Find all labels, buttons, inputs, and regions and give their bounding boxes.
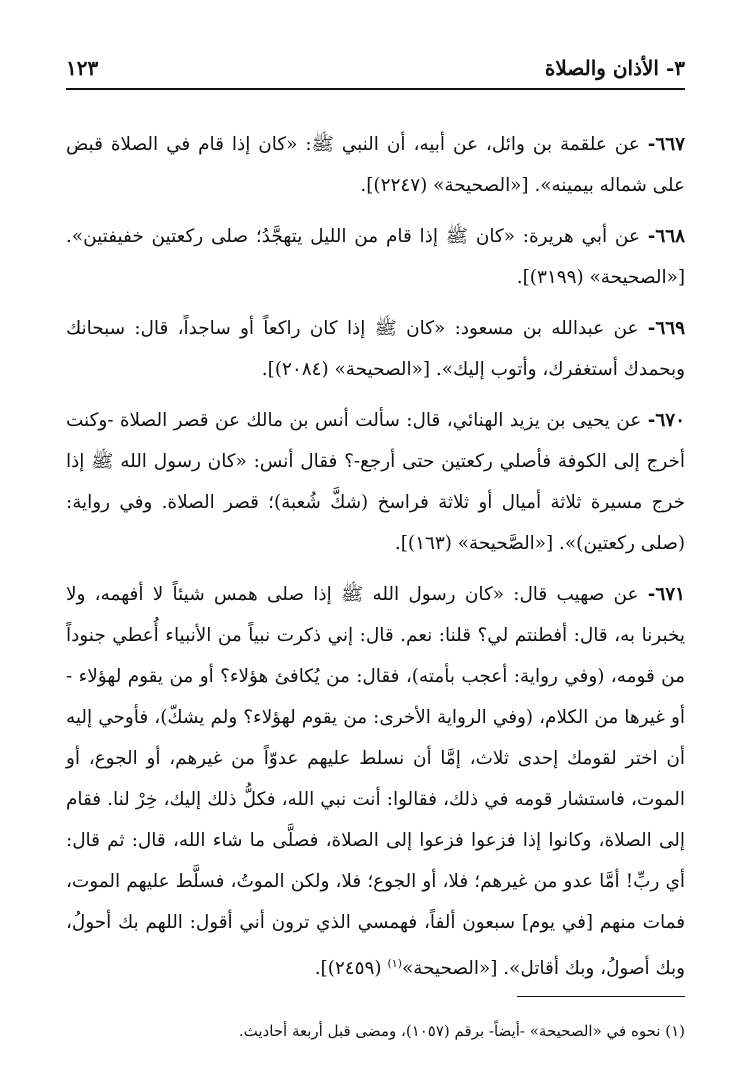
hadith-670 xyxy=(66,400,685,564)
hadith-number: ٦٦٨- xyxy=(647,226,685,247)
header-divider xyxy=(66,88,685,90)
hadith-text: عن أبي هريرة: «كان ﷺ إذا قام من الليل يتهجَّدُ؛ صلى ركعتين خفيفتين». [«الصحيحة» (٣١٩٩)]. xyxy=(66,226,685,288)
page-body xyxy=(66,124,685,999)
hadith-text: عن عبدالله بن مسعود: «كان ﷺ إذا كان راكعاً أو ساجداً، قال: سبحانك وبحمدك أستغفرك، وأتوب إليك». [«الصحيحة» (٢٠٨٤)]. xyxy=(66,318,685,380)
hadith-text: عن علقمة بن وائل، عن أبيه، أن النبي ﷺ: «كان إذا قام في الصلاة قبض على شماله بيمينه». [«الصحيحة» (٢٢٤٧)]. xyxy=(66,134,685,196)
footnote-marker[interactable]: (١) xyxy=(387,957,402,970)
hadith-669 xyxy=(66,308,685,390)
hadith-number: ٦٧٠- xyxy=(647,410,685,431)
hadith-number: ٦٦٩- xyxy=(647,318,685,339)
hadith-text: عن يحيى بن يزيد الهنائي، قال: سألت أنس بن مالك عن قصر الصلاة -وكنت أخرج إلى الكوفة فأصلي ركعتين حتى أرجع-؟ فقال أنس: «كان رسول الله ﷺ إذا خرج مسيرة ثلاثة أميال أو ثلاثة فراسخ (شكَّ شُعبة)؛ قصر الصلاة. وفي رواية: (صلى ركعتين)». [«الصَّحيحة» (١٦٣)]. xyxy=(66,410,685,554)
footnote-divider xyxy=(517,996,685,997)
hadith-667 xyxy=(66,124,685,206)
hadith-text: عن صهيب قال: «كان رسول الله ﷺ إذا صلى همس شيئاً لا أفهمه، ولا يخبرنا به، قال: أفطنتم لي؟ قلنا: نعم. قال: إني ذكرت نبياً من الأنبياء أُعطي جنوداً من قومه، (وفي رواية: أعجب بأمته)، فقال: من يُكافئ هؤلاء؟ أو من يقوم لهؤلاء - أو غيرها من الكلام، (وفي الرواية الأخرى: من يقوم لهؤلاء؟ ولم يشكّ)، فأوحي إليه أن اختر لقومك إحدى ثلاث، إمَّا أن نسلط عليهم عدوّاً من غيرهم، أو الجوع، أو الموت، فاستشار قومه في ذلك، فقالوا: أنت نبي الله، فكلُّ ذلك إليك، خِرْ لنا. فقام إلى الصلاة، وكانوا إذا فزعوا فزعوا إلى الصلاة، فصلَّى ما شاء الله، قال: ثم قال: أي ربِّ! أمَّا عدو من غيرهم؛ فلا، أو الجوع؛ فلا، ولكن الموتُ، فسلَّط عليهم الموت، فمات منهم [في يوم] سبعون ألفاً، فهمسي الذي ترون أني أقول: اللهم بك أحولُ، وبك أصولُ، وبك أقاتل». [«الصحيحة» xyxy=(66,584,685,980)
page-number: ١٢٣ xyxy=(66,56,99,80)
hadith-number: ٦٦٧- xyxy=(647,134,685,155)
chapter-title: ٣- الأذان والصلاة xyxy=(544,56,685,80)
page-header xyxy=(66,56,685,86)
footnote: (١) نحوه في «الصحيحة» -أيضاً- برقم (١٠٥٧)، ومضى قبل أربعة أحاديث. xyxy=(238,1022,685,1040)
hadith-668 xyxy=(66,216,685,298)
hadith-number: ٦٧١- xyxy=(647,584,685,605)
hadith-671 xyxy=(66,574,685,989)
hadith-text-end: (٢٤٥٩)]. xyxy=(314,958,388,980)
